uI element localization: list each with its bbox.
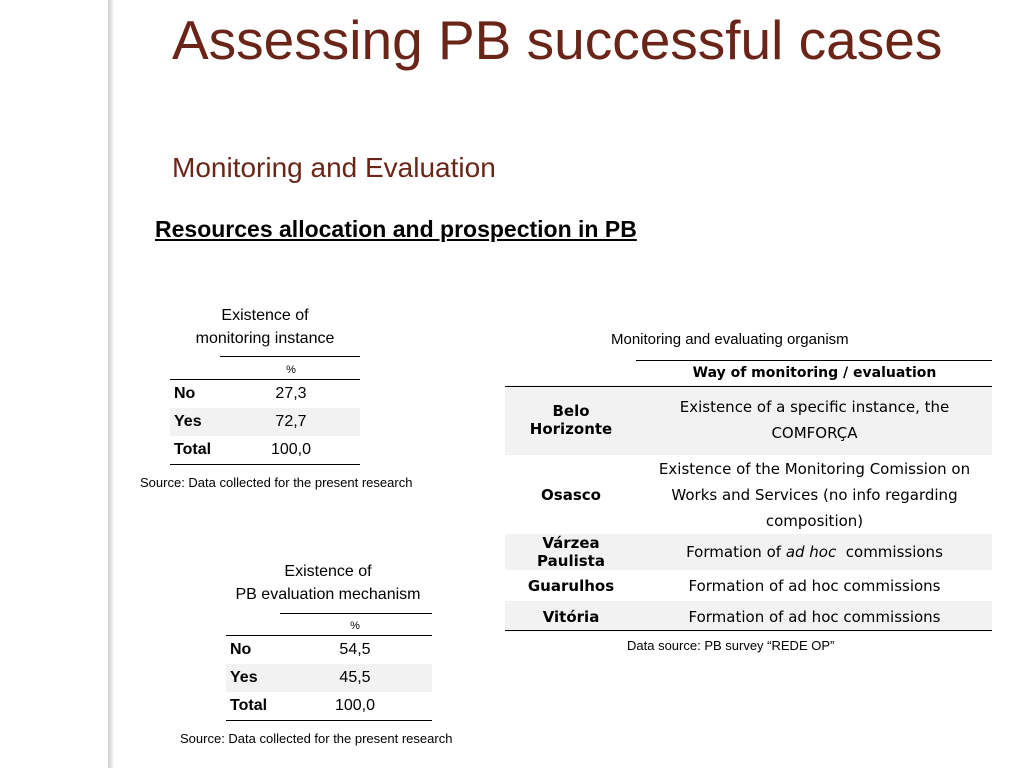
row-label: No (230, 641, 252, 658)
table-row (505, 534, 992, 570)
table-row (505, 385, 992, 455)
monitoring-table-caption (170, 304, 360, 350)
slide-subtitle: Monitoring and Evaluation (172, 152, 496, 183)
city-name: Guarulhos (527, 576, 615, 595)
table-header-rule (170, 379, 360, 380)
city-name: Osasco (541, 485, 601, 504)
way-text: Formation of (686, 543, 786, 561)
row-label: Total (174, 441, 212, 458)
organism-table (505, 361, 992, 632)
city-name: Belo Horizonte (505, 385, 637, 455)
row-value: 54,5 (339, 641, 371, 658)
row-value: 27,3 (275, 385, 307, 402)
table-row (505, 601, 992, 632)
table-row (226, 664, 432, 692)
section-heading: Resources allocation and prospection in PB (155, 216, 637, 242)
table-header-rule (505, 386, 992, 387)
table-bottom-rule (505, 630, 992, 631)
evaluation-table (226, 616, 432, 720)
monitoring-table (170, 360, 360, 464)
monitoring-way: Existence of a specific instance, the COMFORÇA (637, 385, 992, 455)
monitoring-source-note: Source: Data collected for the present research (140, 475, 413, 490)
slide-title: Assessing PB successful cases (172, 9, 943, 71)
row-value: 72,7 (222, 408, 360, 436)
table-row (505, 455, 992, 534)
evaluation-source-note: Source: Data collected for the present research (180, 731, 453, 746)
table-row (226, 692, 432, 720)
caption-line: Existence of (284, 563, 372, 580)
evaluation-table-caption (222, 560, 434, 606)
row-value: 100,0 (334, 697, 376, 714)
table-bottom-rule (170, 464, 360, 465)
monitoring-way: Formation of ad hoc commissions (688, 576, 941, 595)
city-name: Vitória (505, 601, 637, 632)
way-text-italic: ad hoc (785, 543, 837, 561)
table-row (170, 436, 360, 464)
caption-line: PB evaluation mechanism (235, 586, 421, 603)
caption-line: monitoring instance (195, 330, 335, 347)
row-label: Yes (170, 408, 222, 436)
organism-table-caption: Monitoring and evaluating organism (611, 331, 849, 348)
row-value: 100,0 (270, 441, 312, 458)
column-header: Way of monitoring / evaluation (692, 365, 937, 381)
row-label: Total (230, 697, 268, 714)
column-header: % (350, 620, 360, 632)
monitoring-way: Formation of ad hoc commissions (637, 601, 992, 632)
table-top-rule (220, 356, 360, 357)
row-label: No (174, 385, 196, 402)
left-border-rule (108, 0, 113, 768)
column-header: % (286, 364, 296, 376)
row-label: Yes (226, 664, 278, 692)
table-top-rule (280, 613, 432, 614)
table-row (505, 570, 992, 601)
table-row (170, 380, 360, 408)
row-value: 45,5 (278, 664, 432, 692)
way-text: commissions (836, 543, 943, 561)
organism-source-note: Data source: PB survey “REDE OP” (627, 638, 835, 653)
table-row (226, 636, 432, 664)
table-bottom-rule (226, 720, 432, 721)
monitoring-way: Existence of the Monitoring Comission on Works and Services (no info regarding composition) (658, 459, 971, 530)
caption-line: Existence of (221, 307, 309, 324)
table-row (170, 408, 360, 436)
monitoring-way (637, 534, 992, 570)
city-name: Várzea Paulista (505, 534, 637, 570)
table-header-rule (226, 635, 432, 636)
